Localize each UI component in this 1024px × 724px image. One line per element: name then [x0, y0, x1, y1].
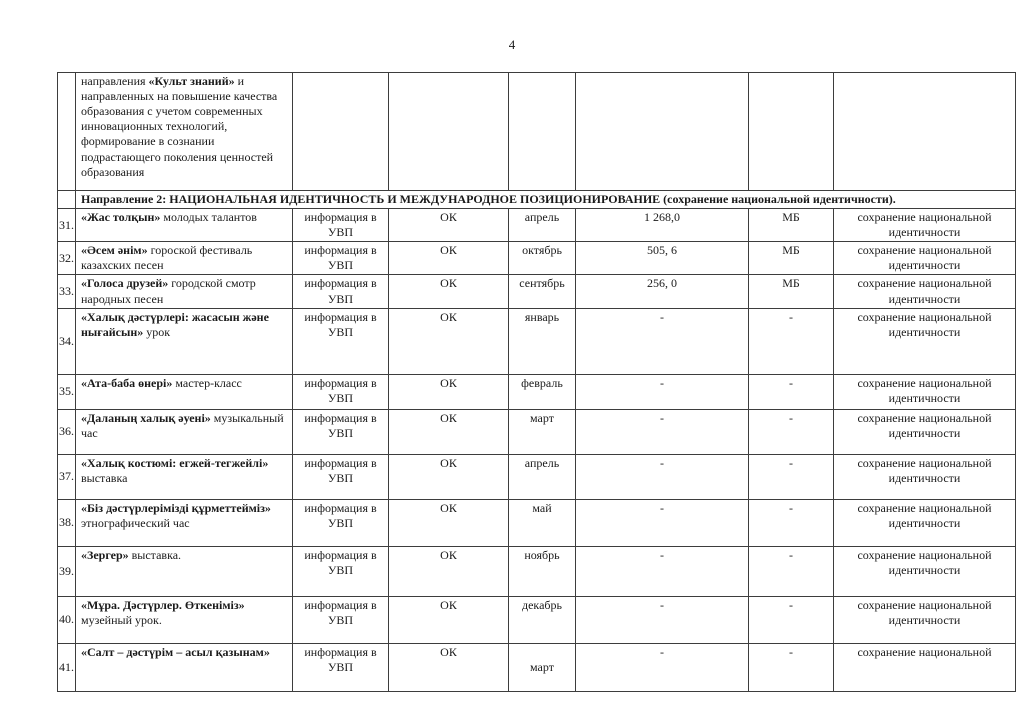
- result-cell: сохранение национальной идентичности: [834, 596, 1016, 643]
- source-cell: МБ: [749, 242, 834, 275]
- activity-title: «Салт – дәстүрім – асыл қазынам»: [81, 644, 270, 659]
- month-cell: март: [509, 409, 576, 454]
- activity-text: направления: [81, 74, 149, 88]
- source-cell: -: [749, 596, 834, 643]
- row-number-cell: 41.: [58, 643, 76, 691]
- budget-cell: -: [576, 643, 749, 691]
- responsible-cell: ОК: [389, 643, 509, 691]
- activity-desc: урок: [143, 324, 171, 339]
- responsible-cell: ОК: [389, 374, 509, 409]
- result-cell: сохранение национальной идентичности: [834, 209, 1016, 242]
- info-cell: информация в УВП: [293, 546, 389, 596]
- table-row: [58, 454, 1016, 499]
- table-row: [58, 409, 1016, 454]
- activity-desc: мастер-класс: [172, 375, 242, 390]
- source-cell: -: [749, 546, 834, 596]
- page-number: 4: [508, 37, 516, 52]
- info-cell: информация в УВП: [293, 596, 389, 643]
- responsible-cell: ОК: [389, 409, 509, 454]
- activity-cell: [76, 409, 293, 454]
- source-cell: -: [749, 308, 834, 374]
- budget-cell: -: [576, 374, 749, 409]
- row-number-cell: 35.: [58, 374, 76, 409]
- table-row-continuation: [58, 73, 1016, 191]
- row-number-cell: [58, 191, 76, 209]
- responsible-cell: ОК: [389, 499, 509, 546]
- activity-title: «Ата-баба өнері»: [81, 375, 173, 390]
- source-cell: МБ: [749, 275, 834, 308]
- activity-text: и направленных на повышение качества образования с учетом современных инновационных технологий, формирование в сознании подрастающего поколения ценностей образования: [81, 74, 278, 179]
- info-cell: информация в УВП: [293, 374, 389, 409]
- responsible-cell: ОК: [389, 596, 509, 643]
- source-cell: -: [749, 499, 834, 546]
- activity-cell: [76, 73, 293, 191]
- table-row: [58, 546, 1016, 596]
- activity-desc: гороской фестиваль казахских песен: [81, 243, 253, 273]
- activity-title: «Әсем әнім»: [81, 243, 148, 258]
- month-cell: апрель: [509, 454, 576, 499]
- activity-cell: [76, 209, 293, 242]
- document-table: [57, 72, 1016, 692]
- month-cell: [509, 73, 576, 191]
- activity-title: «Культ знаний»: [148, 74, 235, 88]
- table-row: [58, 374, 1016, 409]
- activity-title: «Жас толқын»: [81, 210, 161, 224]
- responsible-cell: [389, 73, 509, 191]
- row-number-cell: 32.: [58, 242, 76, 275]
- responsible-cell: ОК: [389, 546, 509, 596]
- activity-title: «Голоса друзей»: [81, 276, 169, 291]
- month-cell: май: [509, 499, 576, 546]
- activity-title: «Халық костюмі: егжей-тегжейлі»: [81, 455, 269, 470]
- month-cell: октябрь: [509, 242, 576, 275]
- activity-cell: [76, 546, 293, 596]
- budget-cell: 256, 0: [576, 275, 749, 308]
- responsible-cell: ОК: [389, 209, 509, 242]
- activity-cell: [76, 242, 293, 275]
- budget-cell: [576, 73, 749, 191]
- activity-desc: выставка: [81, 470, 128, 485]
- budget-cell: -: [576, 499, 749, 546]
- month-cell: март: [509, 643, 576, 691]
- activity-title: «Біз дәстүрлерімізді құрметтейміз»: [81, 500, 271, 515]
- result-cell: сохранение национальной идентичности: [834, 242, 1016, 275]
- row-number-cell: 39.: [58, 546, 76, 596]
- info-cell: информация в УВП: [293, 308, 389, 374]
- responsible-cell: ОК: [389, 454, 509, 499]
- row-number-cell: 34.: [58, 308, 76, 374]
- activity-cell: [76, 275, 293, 308]
- source-cell: -: [749, 374, 834, 409]
- budget-cell: -: [576, 596, 749, 643]
- month-cell: сентябрь: [509, 275, 576, 308]
- row-number-cell: 36.: [58, 409, 76, 454]
- row-number-cell: [58, 73, 76, 191]
- activity-desc: молодых талантов: [160, 210, 257, 224]
- month-cell: февраль: [509, 374, 576, 409]
- result-cell: сохранение национальной идентичности: [834, 499, 1016, 546]
- result-cell: сохранение национальной: [834, 643, 1016, 691]
- result-cell: сохранение национальной идентичности: [834, 454, 1016, 499]
- activity-cell: [76, 643, 293, 691]
- activity-desc: музыкальный час: [81, 410, 284, 440]
- responsible-cell: ОК: [389, 308, 509, 374]
- row-number-cell: 33.: [58, 275, 76, 308]
- activity-cell: [76, 499, 293, 546]
- section-header-row: [58, 191, 1016, 209]
- result-cell: сохранение национальной идентичности: [834, 546, 1016, 596]
- result-cell: сохранение национальной идентичности: [834, 409, 1016, 454]
- budget-cell: -: [576, 308, 749, 374]
- info-cell: информация в УВП: [293, 643, 389, 691]
- source-cell: -: [749, 409, 834, 454]
- activity-title: «Халық дәстүрлері: жасасын және нығайсын»: [81, 309, 269, 339]
- row-number-cell: 37.: [58, 454, 76, 499]
- result-cell: сохранение национальной идентичности: [834, 374, 1016, 409]
- budget-cell: 1 268,0: [576, 209, 749, 242]
- table-row: [58, 308, 1016, 374]
- activity-desc: музейный урок.: [81, 612, 162, 627]
- activity-title: «Мұра. Дәстүрлер. Өткеніміз»: [81, 597, 245, 612]
- activity-cell: [76, 308, 293, 374]
- month-cell: ноябрь: [509, 546, 576, 596]
- section-header: Направление 2: НАЦИОНАЛЬНАЯ ИДЕНТИЧНОСТЬ И МЕЖДУНАРОДНОЕ ПОЗИЦИОНИРОВАНИЕ (сохранение национальной идентичности).: [76, 191, 1016, 209]
- budget-cell: -: [576, 546, 749, 596]
- activity-cell: [76, 374, 293, 409]
- budget-cell: 505, 6: [576, 242, 749, 275]
- result-cell: [834, 73, 1016, 191]
- row-number-cell: 31.: [58, 209, 76, 242]
- budget-cell: -: [576, 454, 749, 499]
- result-cell: сохранение национальной идентичности: [834, 308, 1016, 374]
- source-cell: МБ: [749, 209, 834, 242]
- source-cell: -: [749, 643, 834, 691]
- source-cell: [749, 73, 834, 191]
- info-cell: информация в УВП: [293, 209, 389, 242]
- responsible-cell: ОК: [389, 242, 509, 275]
- activity-desc: выставка.: [128, 547, 182, 562]
- table-row: [58, 242, 1016, 275]
- source-cell: -: [749, 454, 834, 499]
- row-number-cell: 38.: [58, 499, 76, 546]
- info-cell: информация в УВП: [293, 409, 389, 454]
- activity-desc: городской смотр народных песен: [81, 276, 256, 306]
- table-row: [58, 499, 1016, 546]
- info-cell: информация в УВП: [293, 275, 389, 308]
- month-cell: декабрь: [509, 596, 576, 643]
- table-row: [58, 643, 1016, 691]
- info-cell: [293, 73, 389, 191]
- activity-title: «Даланың халық әуені»: [81, 410, 211, 425]
- month-cell: апрель: [509, 209, 576, 242]
- result-cell: сохранение национальной идентичности: [834, 275, 1016, 308]
- activity-desc: этнографический час: [81, 515, 190, 530]
- budget-cell: -: [576, 409, 749, 454]
- table-row: [58, 596, 1016, 643]
- table-row: [58, 209, 1016, 242]
- row-number-cell: 40.: [58, 596, 76, 643]
- responsible-cell: ОК: [389, 275, 509, 308]
- activity-cell: [76, 596, 293, 643]
- info-cell: информация в УВП: [293, 454, 389, 499]
- month-cell: январь: [509, 308, 576, 374]
- table-row: [58, 275, 1016, 308]
- activity-title: «Зергер»: [81, 547, 129, 562]
- info-cell: информация в УВП: [293, 499, 389, 546]
- activity-cell: [76, 454, 293, 499]
- info-cell: информация в УВП: [293, 242, 389, 275]
